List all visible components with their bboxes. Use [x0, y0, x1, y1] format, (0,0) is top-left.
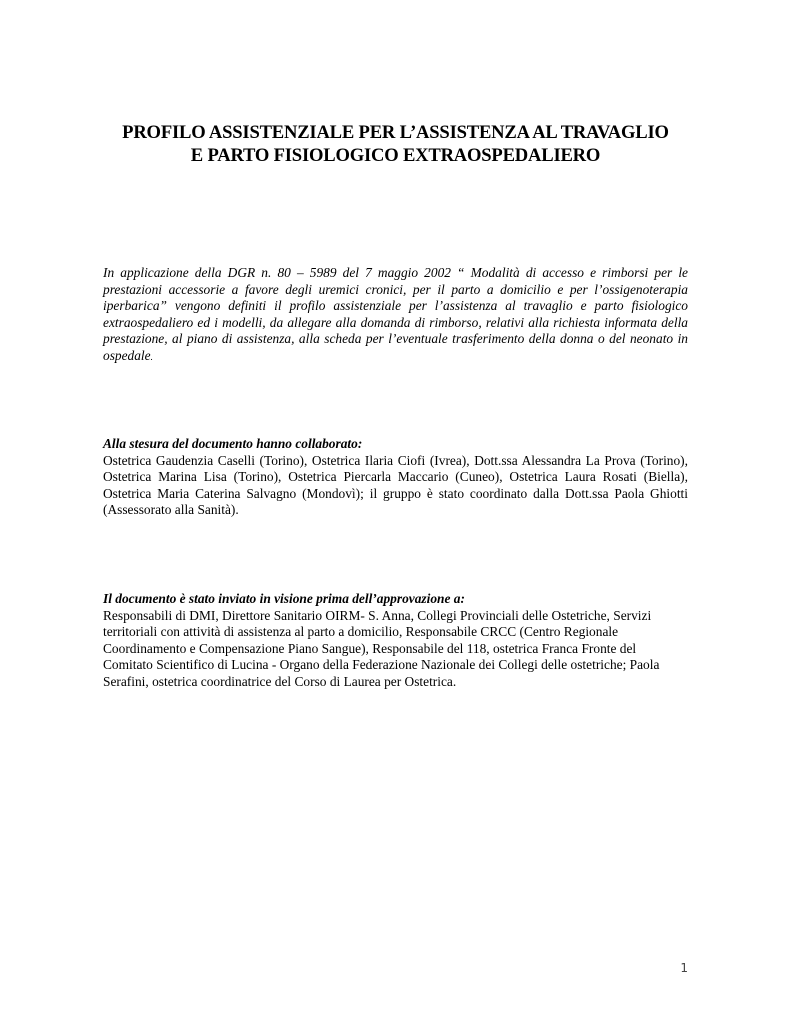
intro-text: In applicazione della DGR n. 80 – 5989 del 7 maggio 2002 “ Modalità di accesso e rimborsi per le prestazioni accessorie a favore degli uremici cronici, per il parto a domicilio e per l’ossigenoterapia iperbarica” vengono definiti il profilo assistenziale per l’assistenza al travaglio e parto fisiologico extraospedaliero ed i modelli, da allegare alla domanda di rimborso, relativi alla richiesta informata della prestazione, al piano di assistenza, alla scheda per l’eventuale trasferimento della donna o del neonato in ospedale: [103, 265, 688, 363]
title-line-1: PROFILO ASSISTENZIALE PER L’ASSISTENZA AL TRAVAGLIO: [122, 122, 669, 143]
intro-paragraph: [103, 265, 688, 366]
intro-tail: .: [150, 351, 153, 362]
page-number: 1: [680, 961, 688, 975]
collaborators-section: [103, 436, 688, 519]
collaborators-text: Ostetrica Gaudenzia Caselli (Torino), Ostetrica Ilaria Ciofi (Ivrea), Dott.ssa Alessandra La Prova (Torino), Ostetrica Marina Lisa (Torino), Ostetrica Piercarla Maccario (Cuneo), Ostetrica Laura Rosati (Biella), Ostetrica Maria Caterina Salvagno (Mondovì); il gruppo è stato coordinato dalla Dott.ssa Paola Ghiotti (Assessorato alla Sanità).: [103, 452, 688, 517]
recipients-heading: Il documento è stato inviato in visione prima dell’approvazione a:: [103, 591, 465, 606]
document-title: [60, 121, 731, 167]
collaborators-heading: Alla stesura del documento hanno collaborato:: [103, 436, 363, 451]
recipients-text: Responsabili di DMI, Direttore Sanitario OIRM- S. Anna, Collegi Provinciali delle Ostetriche, Servizi territoriali con attività di assistenza al parto a domicilio, Responsabile CRCC (Centro Regionale Coordinamento e Compensazione Piano Sangue), Responsabile del 118, ostetrica Franca Fronte del Comitato Scientifico di Lucina - Organo della Federazione Nazionale dei Collegi delle ostetriche; Paola Serafini, ostetrica coordinatrice del Corso di Laurea per Ostetrica.: [103, 607, 660, 689]
title-line-2: E PARTO FISIOLOGICO EXTRAOSPEDALIERO: [190, 145, 601, 166]
recipients-section: [103, 591, 688, 690]
